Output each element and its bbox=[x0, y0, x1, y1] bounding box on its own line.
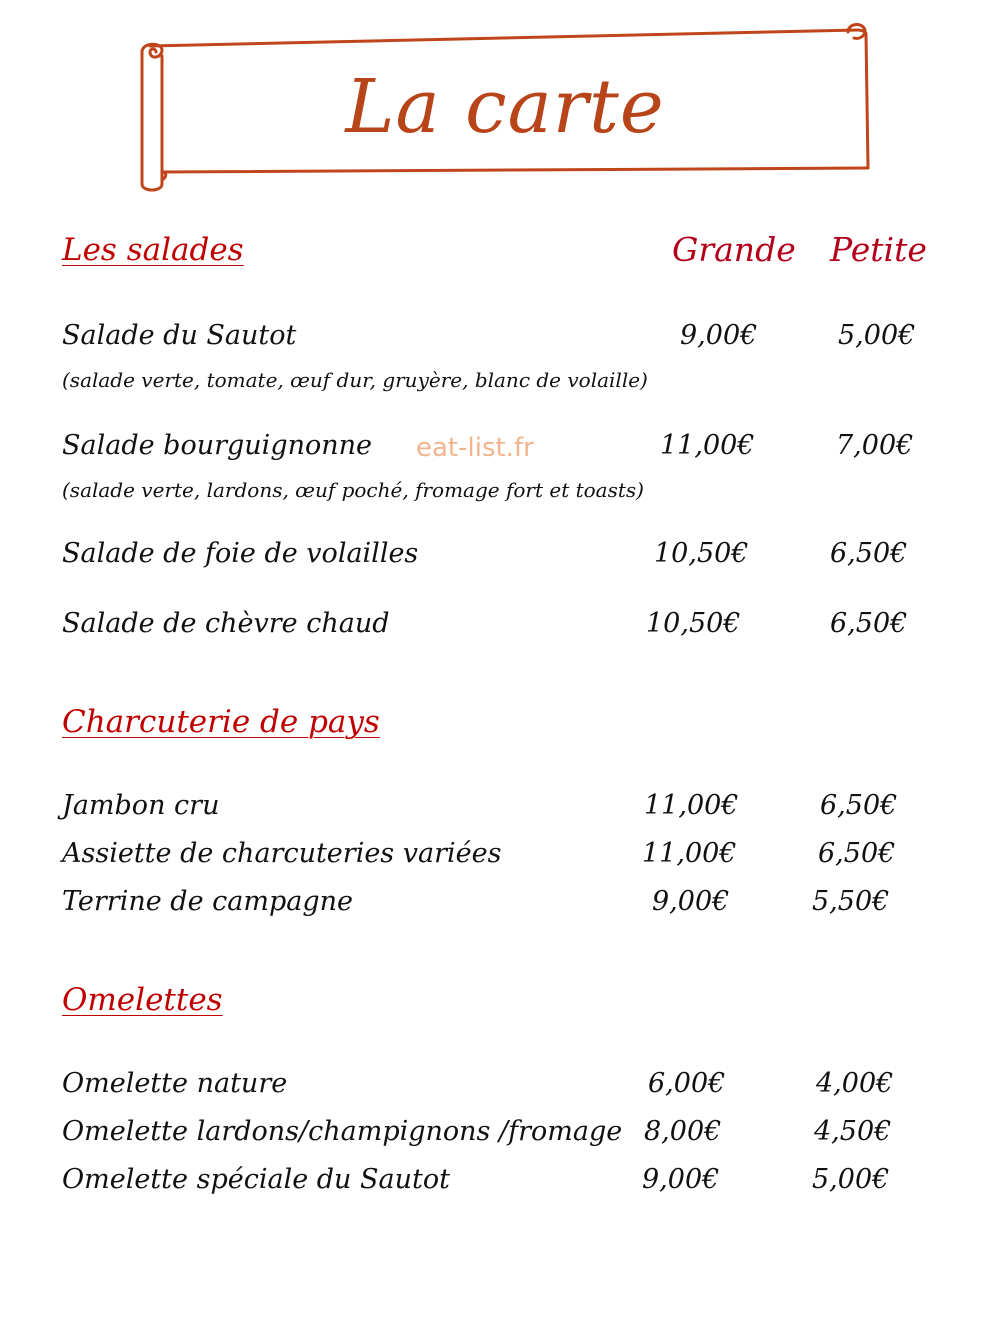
price-grande: 11,00€ bbox=[644, 790, 739, 821]
price-grande: 11,00€ bbox=[660, 430, 755, 461]
item-name: Jambon cru bbox=[62, 790, 220, 821]
price-grande: 9,00€ bbox=[642, 1164, 720, 1195]
watermark: eat-list.fr bbox=[416, 433, 534, 463]
price-petite: 5,00€ bbox=[812, 1164, 890, 1195]
price-grande: 11,00€ bbox=[642, 838, 737, 869]
item-name: Assiette de charcuteries variées bbox=[62, 838, 502, 869]
price-grande: 8,00€ bbox=[644, 1116, 722, 1147]
price-grande: 9,00€ bbox=[680, 320, 758, 351]
price-grande: 6,00€ bbox=[648, 1068, 726, 1099]
section-heading-salades: Les salades bbox=[62, 232, 244, 268]
item-name: Omelette lardons/champignons /fromage bbox=[62, 1116, 623, 1147]
price-grande: 10,50€ bbox=[654, 538, 749, 569]
price-petite: 5,00€ bbox=[838, 320, 916, 351]
price-grande: 9,00€ bbox=[652, 886, 730, 917]
price-petite: 4,00€ bbox=[816, 1068, 894, 1099]
item-name: Salade de chèvre chaud bbox=[62, 608, 390, 639]
item-name: Omelette nature bbox=[62, 1068, 288, 1099]
item-name: Salade bourguignonne bbox=[62, 430, 372, 461]
column-header-grande: Grande bbox=[672, 230, 796, 269]
page-title: La carte bbox=[345, 64, 665, 150]
price-grande: 10,50€ bbox=[646, 608, 741, 639]
price-petite: 6,50€ bbox=[830, 538, 908, 569]
section-heading-charcuterie: Charcuterie de pays bbox=[62, 704, 380, 740]
title-banner bbox=[0, 0, 989, 210]
price-petite: 6,50€ bbox=[818, 838, 896, 869]
item-name: Salade de foie de volailles bbox=[62, 538, 419, 569]
section-heading-omelettes: Omelettes bbox=[62, 982, 223, 1018]
item-name: Salade du Sautot bbox=[62, 320, 297, 351]
item-name: Terrine de campagne bbox=[62, 886, 353, 917]
item-description: (salade verte, lardons, œuf poché, fromage fort et toasts) bbox=[62, 478, 644, 502]
price-petite: 7,00€ bbox=[836, 430, 914, 461]
price-petite: 6,50€ bbox=[830, 608, 908, 639]
item-description: (salade verte, tomate, œuf dur, gruyère, blanc de volaille) bbox=[62, 368, 648, 392]
price-petite: 5,50€ bbox=[812, 886, 890, 917]
item-name: Omelette spéciale du Sautot bbox=[62, 1164, 450, 1195]
price-petite: 6,50€ bbox=[820, 790, 898, 821]
price-petite: 4,50€ bbox=[814, 1116, 892, 1147]
column-header-petite: Petite bbox=[830, 230, 927, 269]
